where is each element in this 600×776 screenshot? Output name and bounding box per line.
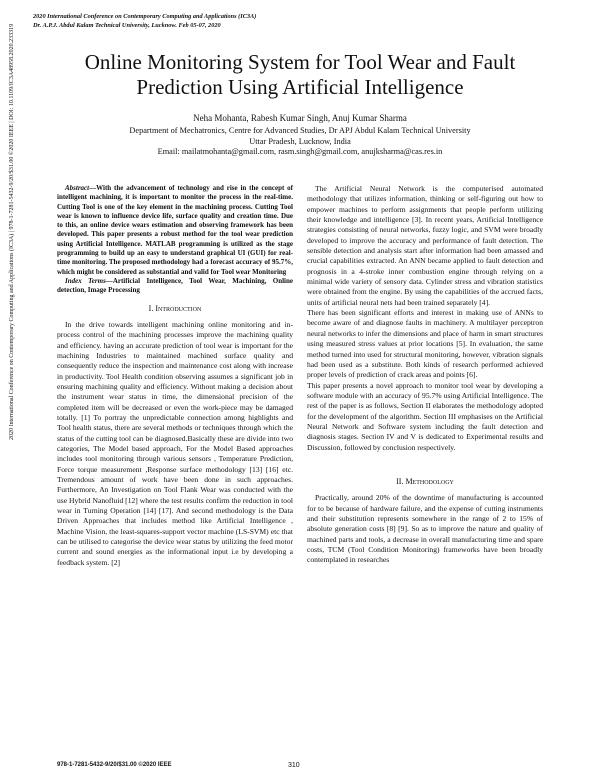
affiliation-block [40, 126, 560, 158]
doi-sidebar-text: 2020 International Conference on Contemporary Computing and Applications (IC3A) | 978-1-7281-5432-9/20/$31.00 ©2020 IEEE | DOI: 10.1109/IC3A48958.2020.233319 [9, 23, 15, 440]
abstract-text: With the advancement of technology and rise in the concept of intelligent machining, it is important to monitor the process in the real-time. Cutting Tool is one of the key element in the machining process. Cutting Tool wear is known to influence device life, surface quality and creation time. Due to this, an online device wears estimation and observing framework has been developed. This paper presents a robust method for the tool wear prediction using Artificial Intelligence. MATLAB programming is utilized as the stage programming to build up an easy to understand graphical UI (GUI) for real-time monitoring. The proposed methodology had a forecast accuracy of 95.7%, which might be considered as substantial and valid for Tool wear Monitoring [57, 184, 293, 276]
introduction-paragraph: In the drive towards intelligent machining online monitoring and in-process control of the machining processes improve the machining quality and efficiency. having an accurate prediction of tool wear is important for the machining Industries to maintained machined surface quality and consequently reduce the inspection and maintenance cost along with increase in productivity. Tool Health condition observing assumes a significant job in ensuring machining quality and efficiency. Without making a decision about the instrument wear status in time, the dimensional precision of the completed item will be decreased or even the work-piece may be damaged totally. [1] To portray the unpredictable connection among highlights and Tool health status, there are several methods or techniques through which the status of the cutting tool can be diagnosed.Basically these are divide into two categories, The Model based approach, For the Model Based approaches includes tool monitoring through various sensors , Temperature Prediction, Force torque measurement ,Response surface methodology [13] [16] etc. Tremendous amount of work have been done in such approaches. Furthermore, An Investigation on Tool Flank Wear was conducted with the use Hybrid Nanofluid [12] where the test results confirm the reduction in tool wear in Turning Operation [14] [17]. And second methodology is the Data Driven Approaches that includes method like Artificial Intelligence , Machine Vision, the least-squares-support vector machine (LS-SVM) etc that can be utilised to categorise the device wear status by utilizing the feed motor current and sound energies as the informational input i.e by developing a feedback system. [2] [57, 319, 293, 567]
section-spacer [307, 453, 543, 469]
author-list: Neha Mohanta, Rabesh Kumar Singh, Anuj Kumar Sharma [193, 113, 407, 123]
paper-outline-paragraph: This paper presents a novel approach to monitor tool wear by developing a software module with an accuracy of 95.7% using Artificial Intelligence. The rest of the paper is as follows, Section II elaborates the methodology adopted for the development of the algorithm. Section III emphasises on the Artificial Neural Network and Software system including the fault detection and diagnosis stages. Section IV and V is dedicated to Experimental results and Discussion, followed by conclusion respectively. [307, 380, 543, 452]
index-terms-label: Index Terms— [65, 276, 113, 285]
title-line-1: Online Monitoring System for Tool Wear and Fault [84, 50, 516, 74]
abstract-label: Abstract— [65, 184, 97, 192]
affiliation-line-2: Uttar Pradesh, Lucknow, India [249, 136, 351, 146]
ann-paragraph: The Artificial Neural Network is the computerised automated methodology that utilizes information, thinking or self-figuring out how to empower machines to perform assignments that people perform utilizing their knowledge and intelligence [3]. In recent years, Artificial Intelligence strategies consisting of neural networks, fuzzy logic, and SVM were broadly developed to improve the accuracy and performance of fault detection. The sensible detection and analysis start after information had been amassed and crucial capabilities extracted. An ANN became applied to fault detection and prognosis in a 4-stroke inner combustion engine through relying on a minimal wide variety of sensory data. Cylinder stress and vibration statistics were obtained from the engine. By using the capabilities of the accrued facts, units of artificial neural nets had been trained separately [4]. [307, 184, 543, 307]
left-column [57, 184, 293, 568]
email-line: Email: mailatmohanta@gmail.com, rasm.singh@gmail.com, anujksharma@cas.res.in [157, 147, 443, 157]
right-column [307, 184, 543, 566]
conference-name: 2020 International Conference on Contemporary Computing and Applications (IC3A) [33, 13, 257, 20]
ann-faults-paragraph: There has been significant efforts and interest in making use of ANNs to become aware of and diagnose faults in machinery. A multilayer perceptron neural networks to infer the dimensions and place of harm in smart structures using measured stress values at prior locations [5]. In evaluation, the same method turned into used for structural monitoring, however, vibration signals had been used as a substitute. Both kinds of research performed achieved proper levels of prediction of crack areas and points [6]. [307, 308, 543, 380]
footer-isbn: 978-1-7281-5432-9/20/$31.00 ©2020 IEEE [57, 762, 172, 768]
index-terms-text: Artificial Intelligence, Tool Wear, Machining, Online detection, Image Processing [57, 276, 294, 295]
page-number: 310 [288, 762, 300, 769]
title-line-2: Prediction Using Artificial Intelligence [136, 75, 464, 99]
conference-header [33, 12, 256, 30]
index-terms [57, 277, 293, 296]
methodology-paragraph: Practically, around 20% of the downtime of manufacturing is accounted for to be because of hardware failure, and the expense of cutting instruments and their substitution represents somewhere in the range of 2 to 15% of absolute generation costs [8] [9]. So as to improve the nature and quality of machined parts and tools, a decrease in overall manufacturing time and spare costs, TCM (Tool Condition Monitoring) frameworks have been broadly contemplated in researches [307, 493, 543, 565]
paper-title [40, 50, 560, 100]
abstract [57, 184, 293, 277]
affiliation-line-1: Department of Mechatronics, Centre for Advanced Studies, Dr APJ Abdul Kalam Technical University [129, 126, 471, 135]
conference-venue: Dr. A.P.J. Abdul Kalam Technical University, Lucknow. Feb 05-07, 2020 [33, 22, 221, 29]
section-heading-introduction: I. Introduction [148, 303, 202, 313]
section-heading-methodology: II. Methodology [396, 476, 454, 486]
